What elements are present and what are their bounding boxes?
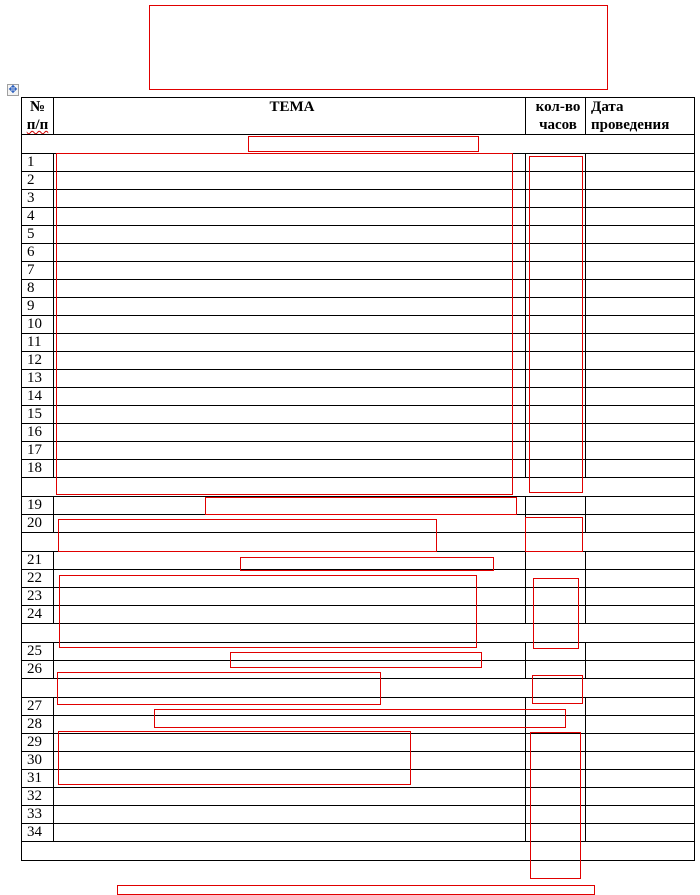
header-date-line1: Дата: [591, 99, 624, 115]
row-number-cell: 22: [22, 570, 54, 588]
section-5-hours-redacted: [530, 732, 581, 879]
section-5-topics-redacted: [58, 731, 411, 785]
row-number-cell: 20: [22, 515, 54, 533]
row-number-cell: 18: [22, 460, 54, 478]
row-number-cell: 21: [22, 552, 54, 570]
section-1-title-redacted: [248, 136, 479, 152]
row-number-cell: 19: [22, 497, 54, 515]
row-number-cell: 30: [22, 752, 54, 770]
row-date-cell[interactable]: [586, 172, 695, 190]
row-date-cell[interactable]: [586, 190, 695, 208]
row-date-cell[interactable]: [586, 208, 695, 226]
row-number-cell: 3: [22, 190, 54, 208]
row-date-cell[interactable]: [586, 806, 695, 824]
row-number-cell: 5: [22, 226, 54, 244]
row-date-cell[interactable]: [586, 388, 695, 406]
table-row: [22, 788, 695, 806]
header-date-line2: проведения: [591, 117, 670, 133]
section-title-cell: [22, 842, 695, 861]
row-date-cell[interactable]: [586, 588, 695, 606]
section-2-title-redacted: [205, 497, 517, 515]
section-4-hours-redacted: [532, 675, 583, 704]
row-number-cell: 14: [22, 388, 54, 406]
section-1-hours-redacted: [529, 156, 583, 493]
row-topic-cell: [54, 806, 526, 824]
header-number-line1: №: [29, 99, 46, 115]
row-number-cell: 17: [22, 442, 54, 460]
section-2-hours-redacted: [525, 517, 583, 552]
header-number-line2: п/п: [26, 117, 49, 133]
header-topic: ТЕМА: [54, 98, 526, 135]
document-title-redacted: [149, 5, 608, 90]
header-hours-line1: кол-во: [535, 99, 581, 115]
row-topic-cell: [54, 824, 526, 842]
row-date-cell[interactable]: [586, 515, 695, 533]
section-3-title-redacted: [240, 557, 494, 571]
row-number-cell: 1: [22, 154, 54, 172]
row-date-cell[interactable]: [586, 716, 695, 734]
section-4-title-redacted: [230, 652, 482, 668]
row-date-cell[interactable]: [586, 352, 695, 370]
row-date-cell[interactable]: [586, 154, 695, 172]
row-date-cell[interactable]: [586, 280, 695, 298]
section-3-hours-redacted: [533, 578, 579, 649]
row-number-cell: 28: [22, 716, 54, 734]
section-header-row: [22, 842, 695, 861]
table-row: [22, 824, 695, 842]
row-number-cell: 32: [22, 788, 54, 806]
row-number-cell: 7: [22, 262, 54, 280]
row-number-cell: 16: [22, 424, 54, 442]
row-number-cell: 27: [22, 698, 54, 716]
row-number-cell: 33: [22, 806, 54, 824]
row-number-cell: 10: [22, 316, 54, 334]
row-number-cell: 2: [22, 172, 54, 190]
row-date-cell[interactable]: [586, 734, 695, 752]
row-number-cell: 8: [22, 280, 54, 298]
table-move-handle-icon[interactable]: ✥: [8, 83, 18, 96]
row-date-cell[interactable]: [586, 824, 695, 842]
header-hours: [526, 98, 586, 135]
row-date-cell[interactable]: [586, 552, 695, 570]
section-3-topics-redacted: [59, 575, 477, 648]
row-date-cell[interactable]: [586, 788, 695, 806]
row-number-cell: 6: [22, 244, 54, 262]
row-number-cell: 34: [22, 824, 54, 842]
row-number-cell: 25: [22, 643, 54, 661]
row-date-cell[interactable]: [586, 606, 695, 624]
row-date-cell[interactable]: [586, 460, 695, 478]
row-number-cell: 12: [22, 352, 54, 370]
row-date-cell[interactable]: [586, 226, 695, 244]
header-hours-line2: часов: [539, 117, 577, 133]
row-number-cell: 11: [22, 334, 54, 352]
row-date-cell[interactable]: [586, 570, 695, 588]
row-number-cell: 13: [22, 370, 54, 388]
row-date-cell[interactable]: [586, 262, 695, 280]
row-date-cell[interactable]: [586, 424, 695, 442]
row-hours-cell: [526, 552, 586, 570]
row-number-cell: 26: [22, 661, 54, 679]
row-topic-cell: [54, 788, 526, 806]
row-date-cell[interactable]: [586, 661, 695, 679]
row-date-cell[interactable]: [586, 370, 695, 388]
row-date-cell[interactable]: [586, 770, 695, 788]
row-date-cell[interactable]: [586, 497, 695, 515]
table-header-row: [22, 98, 695, 135]
row-date-cell[interactable]: [586, 698, 695, 716]
row-date-cell[interactable]: [586, 442, 695, 460]
row-date-cell[interactable]: [586, 334, 695, 352]
row-date-cell[interactable]: [586, 643, 695, 661]
section-2-topics-redacted: [58, 519, 437, 552]
section-6-title-redacted: [117, 885, 595, 895]
row-date-cell[interactable]: [586, 298, 695, 316]
row-number-cell: 29: [22, 734, 54, 752]
table-row: [22, 806, 695, 824]
row-number-cell: 31: [22, 770, 54, 788]
row-date-cell[interactable]: [586, 316, 695, 334]
row-number-cell: 4: [22, 208, 54, 226]
row-date-cell[interactable]: [586, 752, 695, 770]
header-number: [22, 98, 54, 135]
row-number-cell: 23: [22, 588, 54, 606]
row-number-cell: 15: [22, 406, 54, 424]
row-date-cell[interactable]: [586, 406, 695, 424]
section-5-title-redacted: [154, 709, 566, 728]
section-4-topics-redacted: [57, 672, 381, 705]
row-number-cell: 9: [22, 298, 54, 316]
section-1-topics-redacted: [56, 153, 513, 495]
row-date-cell[interactable]: [586, 244, 695, 262]
header-date: [586, 98, 695, 135]
row-number-cell: 24: [22, 606, 54, 624]
row-hours-cell: [526, 497, 586, 515]
